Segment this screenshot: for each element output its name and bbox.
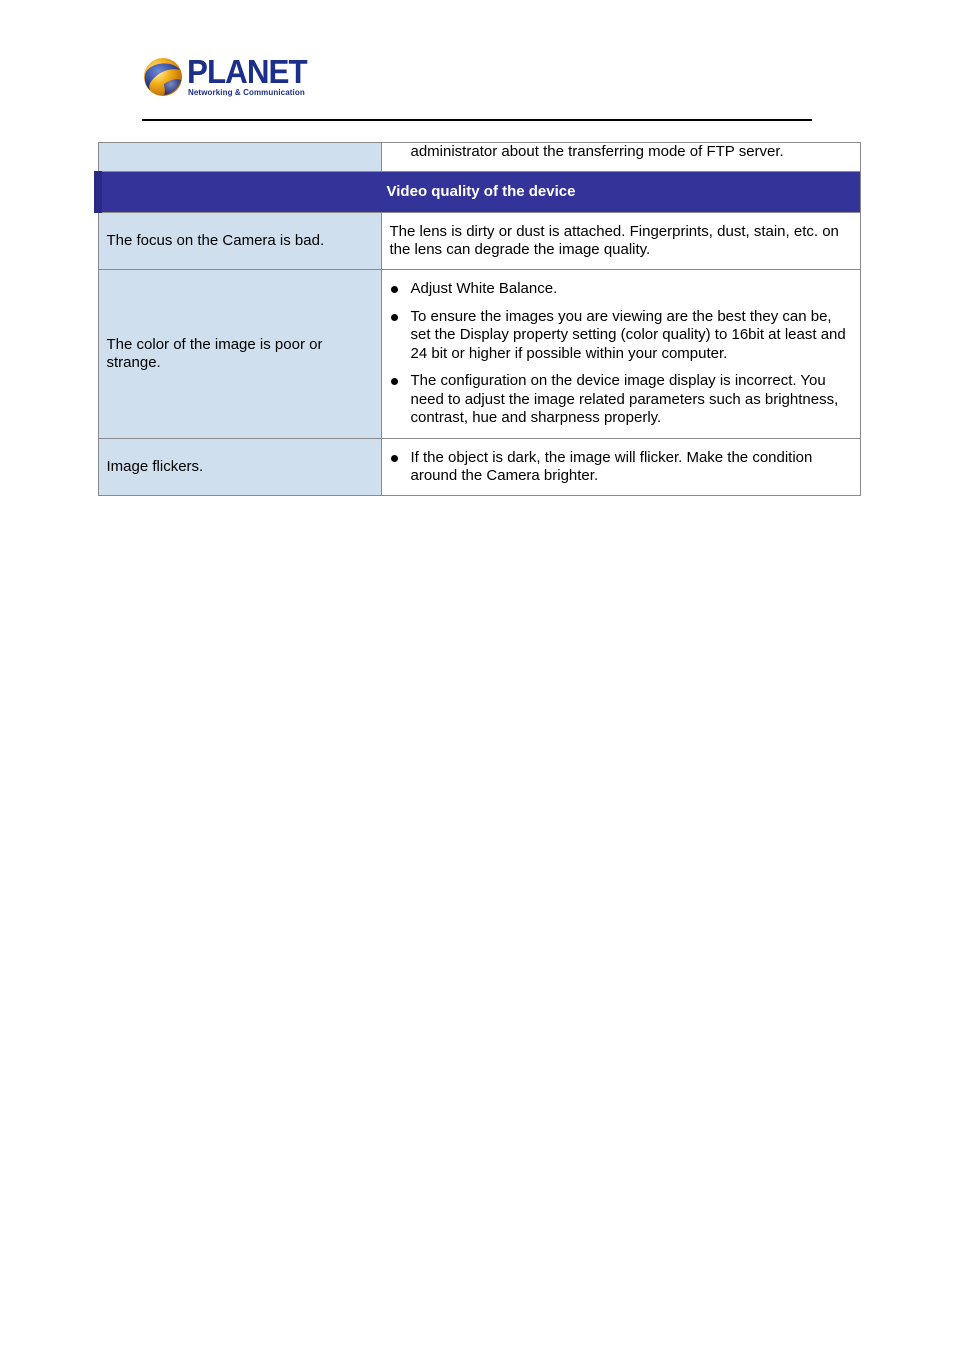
globe-icon [142,56,184,98]
brand-tagline: Networking & Communication [188,88,305,97]
solution-cell: The lens is dirty or dust is attached. Fingerprints, dust, stain, etc. on the lens can degrade the image quality. [381,213,861,270]
list-item [390,280,853,299]
planet-logo [142,54,312,100]
table-row [98,213,861,270]
solution-list [390,449,853,486]
problem-cell: The color of the image is poor or strange. [98,270,381,439]
solution-cell [381,270,861,439]
list-item-text: The configuration on the device image display is incorrect. You need to adjust the image related parameters such as brightness, contrast, hue and sharpness properly. [410,372,839,427]
bullet-icon [391,314,398,321]
list-item-text: To ensure the images you are viewing are the best they can be, set the Display property setting (color quality) to 16bit at least and 24 bit or higher if possible within your computer. [410,307,846,362]
section-title: Video quality of the device [98,172,861,213]
problem-cell: Image flickers. [98,439,381,496]
list-item [390,308,853,364]
list-item-text: Adjust White Balance. [410,280,558,298]
bullet-icon [391,378,398,385]
section-header-row [98,172,861,213]
problem-cell: The focus on the Camera is bad. [98,213,381,270]
list-item [390,449,853,486]
problem-cell [98,143,381,172]
table-row [98,439,861,496]
solution-cell [381,439,861,496]
bullet-icon [391,455,398,462]
list-item-text: If the object is dark, the image will flicker. Make the condition around the Camera brighter. [410,448,813,484]
brand-name: PLANET [187,53,307,90]
solution-list [390,280,853,428]
solution-cell: administrator about the transferring mode of FTP server. [381,143,861,172]
bullet-icon [391,286,398,293]
list-item [390,372,853,428]
header-divider [142,119,812,121]
troubleshooting-table [94,142,861,496]
table-row [98,143,861,172]
table-row [98,270,861,439]
